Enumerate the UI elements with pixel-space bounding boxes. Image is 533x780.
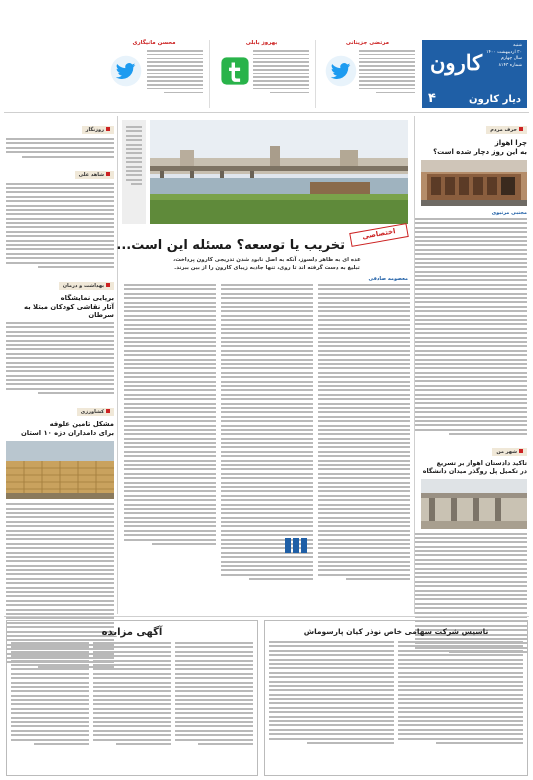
masthead-issue: شماره ۸۱۴۳ [498, 62, 522, 68]
story-title: تاکید دادستان اهواز بر تسریع [436, 459, 527, 467]
bullet-icon [106, 172, 110, 176]
bullet-icon [519, 127, 523, 131]
masthead-logo: کارون [430, 50, 483, 75]
section-tag-label: روزنگار [85, 127, 104, 133]
section-tag-label: حرف مردم [490, 127, 517, 133]
right-column [415, 116, 527, 655]
story-subtitle: در تکمیل پل روگذر میدان دانشگاه [422, 467, 527, 475]
masthead [422, 40, 527, 108]
social-column-2 [209, 40, 313, 108]
masthead-year: سال چهارم [500, 56, 522, 61]
story-subtitle: به این روز دچار شده است؟ [433, 148, 527, 156]
bullet-icon [106, 409, 110, 413]
main-deck: عده ای به ظاهر دلسوز، آنکه به اصل نابود شدن تدریجی کارون پرداخت، تبلیغ به دست گرفته اند تا روی، تنها جاذبه زیبای کارون را از بین ببرند. [173, 257, 361, 271]
karun-river-photo [150, 120, 408, 224]
twitter-bird-icon [324, 54, 358, 88]
bullet-icon [519, 449, 523, 453]
social-author: محسن مانیگاری [132, 40, 176, 46]
bullet-icon [106, 127, 110, 131]
section-tag-label: شاهد علی [78, 171, 104, 178]
section-tag [82, 126, 114, 134]
section-tag [59, 282, 114, 290]
story-byline: مجتبی مرتیوی [491, 210, 527, 216]
social-author: مرتضی جزینانی [345, 40, 390, 46]
column-rule [414, 116, 415, 614]
section-tag [492, 448, 527, 456]
bridge-construction-photo [421, 479, 527, 529]
company-registration-ad [264, 620, 528, 776]
column-rule [117, 116, 118, 614]
story-title: مشکل تامین علوفه [49, 420, 114, 429]
section-tag-label: کشاورزی [80, 409, 104, 416]
masthead-date: ۳۰ اردیبهشت ۱۴۰۰ [486, 49, 522, 55]
story-title: برپایی نمایشگاه [60, 293, 114, 302]
masthead-section: دیار کارون [469, 94, 521, 105]
article-byline: معصومه صادقی [368, 276, 408, 282]
section-tag [486, 126, 527, 134]
social-author: بهروز بابلی [245, 40, 278, 46]
masthead-day: شنبه [513, 43, 522, 48]
section-tag-label: شهر من [496, 448, 517, 455]
story-subtitle: آثار نقاشی کودکان مبتلا به سرطان [24, 302, 114, 319]
header-rule [4, 112, 529, 113]
section-tag [77, 408, 114, 416]
left-column [6, 116, 114, 670]
old-building-photo [421, 160, 527, 206]
books-icon [284, 536, 308, 554]
ads-rule [4, 616, 529, 617]
story-subtitle: برای دامداران دزه ۱۰ استان [20, 429, 114, 438]
ad-title: تاسیس شرکت سهامی خاص نوذر کیان پارسوماش [303, 627, 489, 636]
exclusive-stamp: اختصاصی [349, 223, 409, 247]
auction-ad [6, 620, 258, 776]
section-tag-label: بهداشت و درمان [62, 282, 104, 289]
section-tag [75, 171, 114, 179]
photo-caption-strip [122, 120, 146, 224]
twitter-bird-icon [109, 54, 143, 88]
ad-title: آگهی مزایده [101, 627, 163, 638]
social-column-3 [101, 40, 207, 108]
page-number: ۴ [428, 91, 436, 106]
hay-bales-photo [6, 441, 114, 499]
main-article-body [124, 276, 410, 282]
story-title: چرا اهواز [494, 139, 527, 147]
telegram-t-icon [218, 54, 252, 88]
main-headline: تخریب یا توسعه؟ مسئله این است... [116, 238, 345, 253]
bullet-icon [106, 283, 110, 287]
social-column-1 [315, 40, 419, 108]
